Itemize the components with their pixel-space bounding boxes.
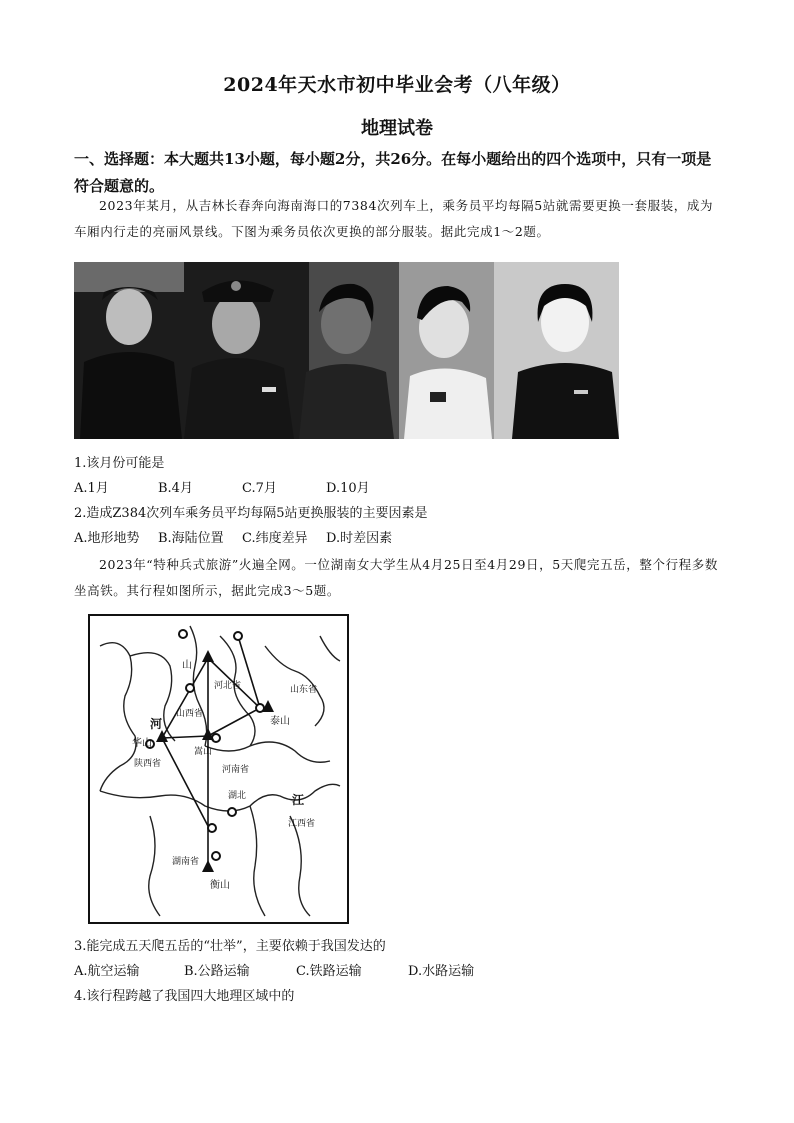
- exam-title: 2024年天水市初中毕业会考（八年级）: [223, 74, 571, 96]
- option-d[interactable]: D.水路运输: [408, 964, 475, 979]
- map-label-huashan: 华山: [132, 738, 152, 749]
- map-label-jiang: 江: [292, 793, 305, 807]
- question-2-options: [74, 528, 392, 550]
- map-label-shandong: 山东省: [290, 685, 318, 695]
- map-label-taishan: 泰山: [270, 716, 290, 727]
- map-label-hunan: 湖南省: [172, 857, 200, 867]
- option-a[interactable]: A.1月: [74, 481, 109, 496]
- map-label-hubei: 湖北: [228, 791, 247, 801]
- uniform-photo: [74, 262, 619, 439]
- question-4: 4.该行程跨越了我国四大地理区域中的: [74, 989, 295, 1004]
- map-label-songshan: 嵩山: [194, 747, 213, 757]
- question-1: 1.该月份可能是: [74, 456, 165, 471]
- option-c[interactable]: C.7月: [242, 481, 277, 496]
- map-label-shanxi: 山西省: [176, 709, 204, 719]
- option-b[interactable]: B.4月: [158, 481, 193, 496]
- question-1-options: [74, 478, 370, 500]
- option-a[interactable]: A.航空运输: [74, 964, 140, 979]
- map-label-hengshan-north: 山: [182, 660, 192, 671]
- map-label-hebei: 河北省: [214, 681, 242, 691]
- map-label-jiangxi: 江西省: [288, 819, 316, 829]
- passage-2: 2023年“特种兵式旅游”火遍全网。一位湖南女大学生从4月25日至4月29日，5天爬完五岳，整个行程多数坐高铁。其行程如图所示，据此完成3～5题。: [74, 557, 718, 598]
- exam-subject: 地理试卷: [361, 118, 433, 139]
- option-d[interactable]: D.10月: [326, 481, 370, 496]
- question-3-options: [74, 961, 474, 983]
- map-label-hengshan-south: 衡山: [210, 880, 230, 891]
- option-c[interactable]: C.纬度差异: [242, 531, 308, 546]
- map-label-he: 河: [150, 717, 163, 731]
- map-label-shaanxi: 陕西省: [134, 759, 162, 769]
- passage-1: 2023年某月，从吉林长春奔向海南海口的7384次列车上，乘务员平均每隔5站就需要更换一套服装，成为车厢内行走的亮丽风景线。下图为乘务员依次更换的部分服装。据此完成1～2题。: [74, 198, 714, 239]
- question-2: 2.造成Z384次列车乘务员平均每隔5站更换服装的主要因素是: [74, 506, 428, 521]
- map-label-henan: 河南省: [222, 765, 250, 775]
- section-heading: 一、选择题：本大题共13小题，每小题2分，共26分。在每小题给出的四个选项中，只有一项是符合题意的。: [74, 150, 712, 195]
- option-a[interactable]: A.地形地势: [74, 531, 140, 546]
- option-d[interactable]: D.时差因素: [326, 531, 393, 546]
- option-b[interactable]: B.海陆位置: [158, 531, 224, 546]
- route-map: [88, 614, 349, 924]
- option-b[interactable]: B.公路运输: [184, 964, 250, 979]
- question-3: 3.能完成五天爬五岳的“壮举”，主要依赖于我国发达的: [74, 939, 386, 954]
- option-c[interactable]: C.铁路运输: [296, 964, 362, 979]
